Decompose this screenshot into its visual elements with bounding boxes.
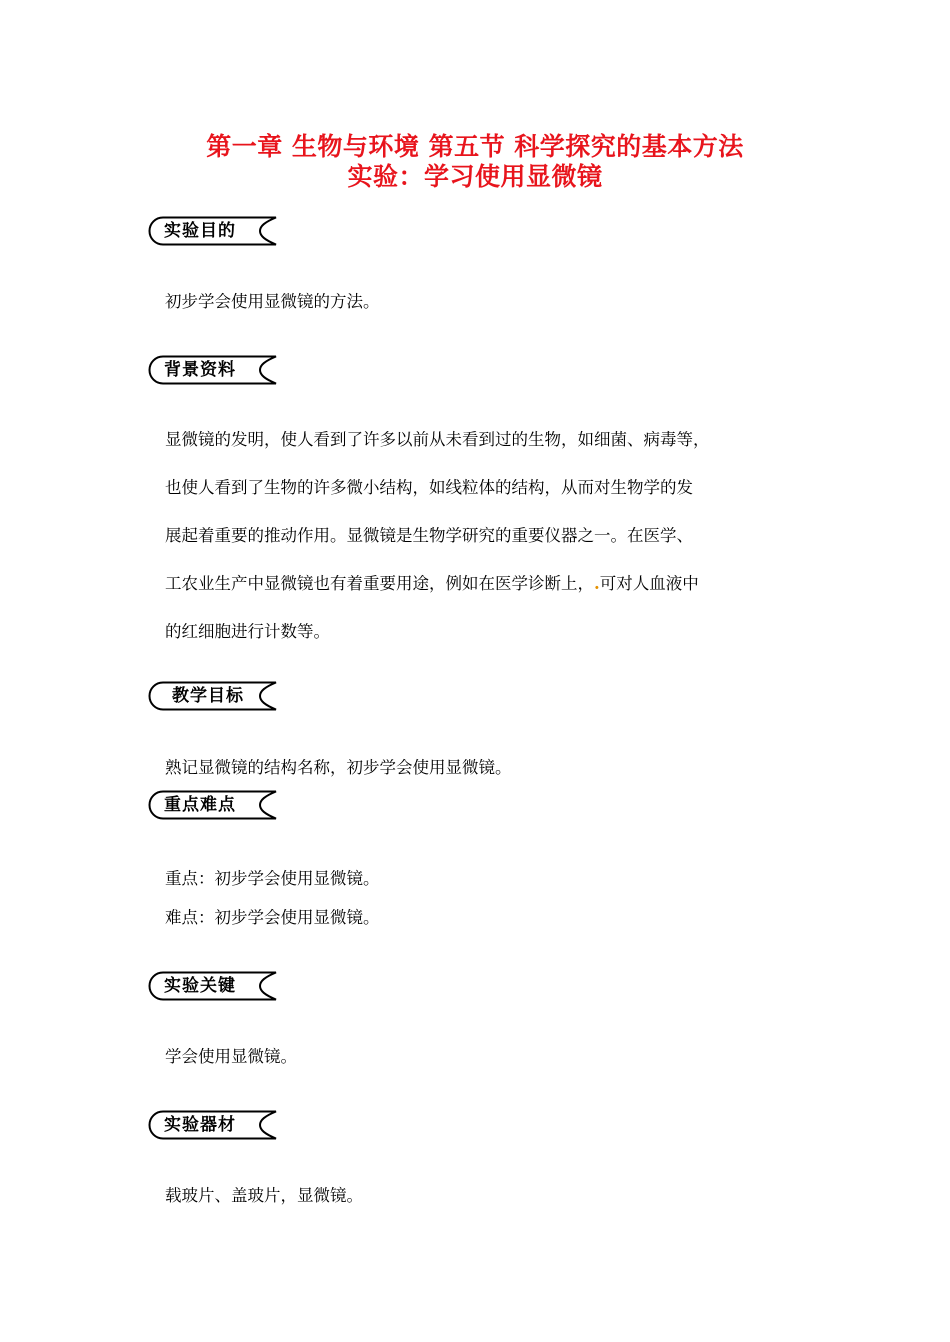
background-line-3: 展起着重要的推动作用。显微镜是生物学研究的重要仪器之一。在医学、 bbox=[165, 526, 693, 545]
section-heading-label: 实验关键 bbox=[164, 976, 236, 996]
key-point-text: 重点：初步学会使用显微镜。 bbox=[165, 869, 380, 888]
background-paragraph bbox=[165, 428, 805, 668]
crux-text: 学会使用显微镜。 bbox=[165, 1047, 297, 1066]
materials-text: 载玻片、盖玻片，显微镜。 bbox=[165, 1186, 363, 1205]
background-line-4-text: 工农业生产中显微镜也有着重要用途，例如在医学诊断上， bbox=[165, 574, 594, 593]
background-line-4-tail: 可对人血液中 bbox=[599, 574, 699, 593]
section-heading-goals bbox=[148, 681, 278, 711]
document-subtitle: 实验：学习使用显微镜 bbox=[347, 162, 603, 191]
section-heading-background bbox=[148, 355, 278, 385]
section-heading-materials bbox=[148, 1110, 278, 1140]
section-heading-purpose bbox=[148, 216, 278, 246]
purpose-text: 初步学会使用显微镜的方法。 bbox=[165, 292, 380, 311]
highlight-dot: . bbox=[594, 574, 600, 593]
background-line-4 bbox=[165, 572, 805, 620]
section-heading-label: 实验器材 bbox=[164, 1115, 236, 1135]
background-line-2: 也使人看到了生物的许多微小结构，如线粒体的结构，从而对生物学的发 bbox=[165, 478, 693, 497]
difficult-point-text: 难点：初步学会使用显微镜。 bbox=[165, 908, 380, 927]
section-heading-crux bbox=[148, 971, 278, 1001]
background-line-5: 的红细胞进行计数等。 bbox=[165, 622, 330, 641]
document-title: 第一章 生物与环境 第五节 科学探究的基本方法 bbox=[206, 132, 744, 161]
goals-text: 熟记显微镜的结构名称，初步学会使用显微镜。 bbox=[165, 758, 512, 777]
section-heading-label: 重点难点 bbox=[164, 795, 236, 815]
section-heading-keypoints bbox=[148, 790, 278, 820]
background-line-1: 显微镜的发明，使人看到了许多以前从未看到过的生物，如细菌、病毒等， bbox=[165, 430, 710, 449]
section-heading-label: 背景资料 bbox=[164, 360, 236, 380]
section-heading-label: 教学目标 bbox=[172, 686, 244, 706]
section-heading-label: 实验目的 bbox=[164, 221, 236, 241]
